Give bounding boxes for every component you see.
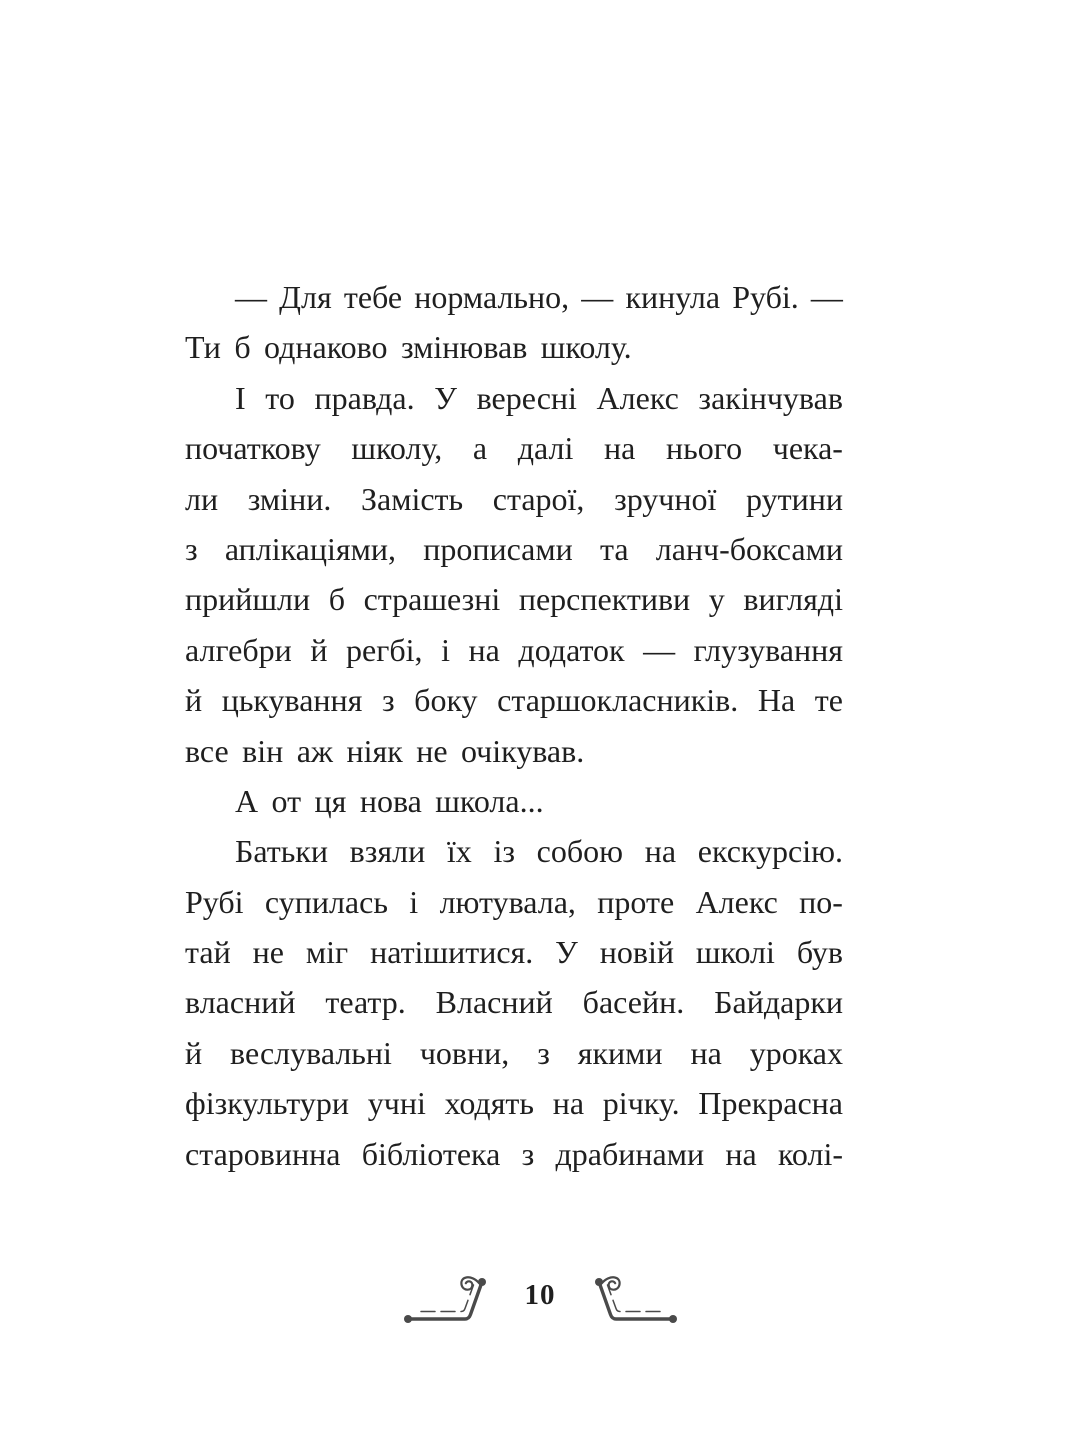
word: фізкультури — [185, 1085, 349, 1122]
word: зміни. — [247, 480, 332, 517]
word: алгебри — [185, 631, 292, 668]
word: уроках — [749, 1034, 843, 1071]
word: взяли — [349, 833, 426, 870]
word: їх — [446, 833, 472, 870]
word: на — [604, 430, 636, 467]
word: рутини — [746, 480, 843, 517]
text-line — [185, 977, 843, 1027]
word: аплікаціями, — [224, 530, 396, 567]
word: екскурсію. — [697, 833, 843, 870]
word: веслувальні — [230, 1034, 392, 1071]
word: Алекс — [596, 379, 679, 416]
word: проте — [597, 883, 675, 920]
word: очікував. — [460, 732, 585, 769]
word: Ти — [185, 329, 221, 366]
word: глузування — [693, 631, 843, 668]
word: тебе — [343, 279, 403, 315]
text-line — [185, 373, 843, 423]
text-line — [185, 927, 843, 977]
word: додаток — [518, 631, 625, 668]
word: ланч-боксами — [655, 530, 843, 567]
word: на — [552, 1085, 585, 1122]
word: далі — [517, 430, 574, 467]
word: з — [521, 1135, 535, 1172]
text-line — [185, 474, 843, 524]
word: на — [468, 631, 500, 668]
word: старої, — [492, 480, 585, 517]
word: із — [493, 833, 515, 870]
text-line — [185, 675, 843, 725]
word: й — [310, 631, 328, 668]
word: театр. — [325, 984, 406, 1021]
word: прописами — [423, 530, 573, 567]
text-line — [185, 726, 843, 776]
word: й — [185, 682, 203, 719]
word: на — [690, 1034, 722, 1071]
word: нормально, — [414, 279, 570, 315]
word: правда. — [314, 379, 415, 416]
word: аж — [296, 732, 334, 769]
word: регбі, — [346, 631, 423, 668]
word: Батьки — [235, 833, 328, 870]
word: однаково — [264, 329, 388, 366]
word: а — [472, 430, 488, 467]
word: і — [409, 883, 419, 920]
word: по- — [799, 883, 843, 920]
page-number: 10 — [524, 1278, 556, 1311]
word: якими — [577, 1034, 663, 1071]
word: ця — [314, 782, 347, 819]
word: І — [235, 379, 246, 416]
word: Прекрасна — [698, 1085, 843, 1122]
word: ніяк — [346, 732, 403, 769]
word: зручної — [614, 480, 717, 517]
word: — — [581, 279, 614, 315]
corner-flourish-right-icon — [580, 1269, 680, 1325]
word: — — [235, 279, 267, 315]
word: все — [185, 732, 229, 769]
word: не — [252, 934, 284, 971]
word: нова — [359, 782, 422, 819]
word: нього — [666, 430, 743, 467]
text-line — [185, 423, 843, 473]
word: от — [271, 782, 302, 819]
word: драбинами — [555, 1135, 705, 1172]
word: він — [242, 732, 284, 769]
word: змінював — [400, 329, 528, 366]
word: боку — [414, 682, 478, 719]
word: вигляді — [743, 581, 843, 618]
word: з — [185, 530, 198, 567]
word: закінчував — [698, 379, 843, 416]
word: У — [555, 934, 578, 971]
word: початкову — [185, 430, 321, 467]
word: У — [434, 379, 457, 416]
word: новій — [599, 934, 674, 971]
word: школі — [695, 934, 775, 971]
word: Власний — [435, 984, 553, 1021]
text-line — [185, 574, 843, 624]
word: супилась — [264, 883, 388, 920]
text-line — [185, 524, 843, 574]
word: Алекс — [695, 883, 778, 920]
word: та — [599, 530, 629, 567]
word: прийшли — [185, 581, 311, 618]
word: колі- — [777, 1135, 843, 1172]
word: і — [441, 631, 450, 668]
word: ли — [185, 480, 219, 517]
word: з — [537, 1034, 550, 1071]
word: Байдарки — [714, 984, 843, 1021]
word: перспективи — [518, 581, 691, 618]
word: вересні — [476, 379, 577, 416]
word: б — [234, 329, 251, 366]
word: Замість — [360, 480, 464, 517]
word: собою — [536, 833, 624, 870]
text-line — [185, 1129, 843, 1179]
word: Рубі — [185, 883, 244, 920]
word: старовинна — [185, 1135, 341, 1172]
word: Рубі. — [732, 279, 799, 315]
word: у — [708, 581, 725, 618]
text-line — [185, 877, 843, 927]
text-line — [185, 1028, 843, 1078]
text-line — [185, 776, 843, 826]
page-footer — [0, 1262, 1080, 1332]
text-line — [185, 625, 843, 675]
word: школу. — [540, 329, 632, 366]
word: чека- — [772, 430, 843, 467]
word: страшезні — [363, 581, 501, 618]
word: то — [265, 379, 295, 416]
word: човни, — [419, 1034, 510, 1071]
word: на — [725, 1135, 757, 1172]
word: школа... — [435, 782, 544, 819]
text-line — [185, 272, 843, 322]
word: б — [328, 581, 345, 618]
word: власний — [185, 984, 296, 1021]
word: школу, — [351, 430, 443, 467]
text-line — [185, 826, 843, 876]
word: те — [814, 682, 843, 719]
word: — — [810, 279, 843, 315]
word: міг — [305, 934, 349, 971]
word: й — [185, 1034, 203, 1071]
word: з — [381, 682, 395, 719]
word: лютувала, — [439, 883, 576, 920]
word: На — [757, 682, 796, 719]
word: Для — [279, 279, 332, 315]
word: А — [235, 782, 259, 819]
word: — — [643, 631, 676, 668]
word: старшокласників. — [497, 682, 739, 719]
word: басейн. — [582, 984, 685, 1021]
word: був — [796, 934, 843, 971]
book-page-text — [185, 272, 843, 1179]
word: тай — [185, 934, 231, 971]
word: річку. — [602, 1085, 680, 1122]
corner-flourish-left-icon — [401, 1269, 501, 1325]
word: учні — [367, 1085, 426, 1122]
word: натішитися. — [370, 934, 534, 971]
word: кинула — [625, 279, 721, 315]
word: бібліотека — [361, 1135, 501, 1172]
text-line — [185, 1078, 843, 1128]
word: ходять — [444, 1085, 534, 1122]
word: на — [644, 833, 677, 870]
text-line — [185, 322, 843, 372]
word: цькування — [221, 682, 363, 719]
word: не — [416, 732, 448, 769]
